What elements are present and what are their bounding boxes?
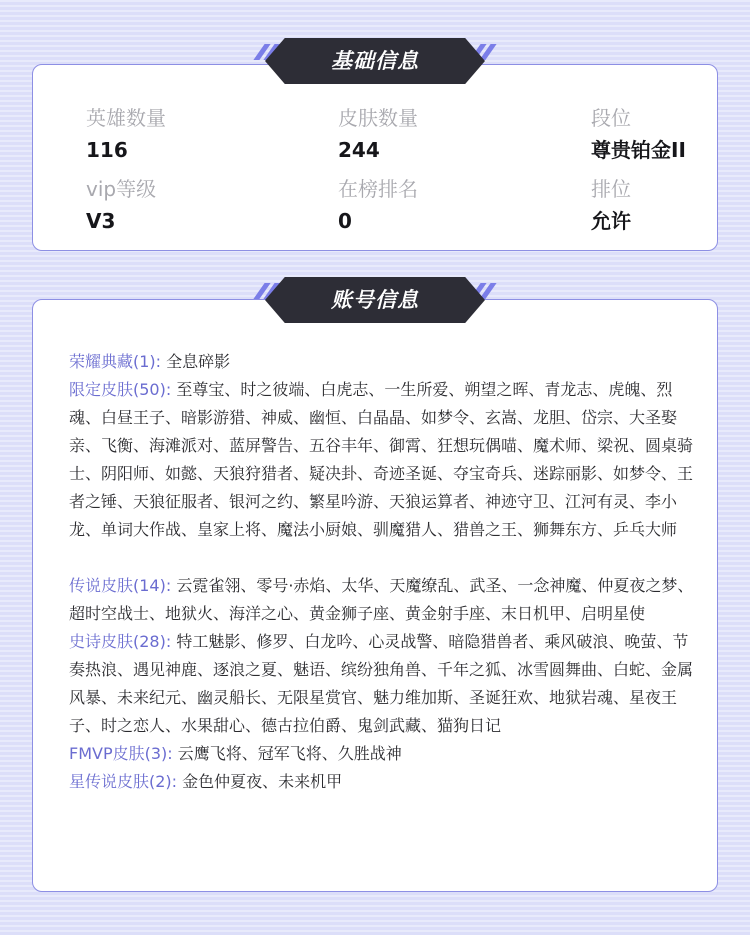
stat-value: 0 <box>338 209 352 233</box>
category-items: 至尊宝、时之彼端、白虎志、一生所爱、朔望之晖、青龙志、虎魄、烈魂、白昼王子、暗影游猎、神威、幽恒、白晶晶、如梦令、玄嵩、龙胆、岱宗、大圣娶亲、飞衡、海滩派对、蓝屏警告、五谷丰年、御霄、狂想玩偶喵、魔术师、梁祝、圆桌骑士、阴阳师、如懿、天狼狩猎者、疑决卦、奇迹圣诞、夺宝奇兵、迷踪丽影、如梦令、王者之锤、天狼征服者、银河之约、繁星吟游、天狼运算者、神迹守卫、江河有灵、李小龙、单词大作战、皇家上将、魔法小厨娘、驯魔猎人、猎兽之王、狮舞东方、乒乓大师 <box>69 380 694 539</box>
skin-category-legend <box>69 572 701 628</box>
stat-ranked-allowed <box>591 176 631 234</box>
stat-value: 116 <box>86 138 128 162</box>
category-label: 限定皮肤(50): <box>69 380 172 399</box>
category-label: 星传说皮肤(2): <box>69 772 178 791</box>
category-items: 云霓雀翎、零号·赤焰、太华、天魔缭乱、武圣、一念神魔、仲夏夜之梦、超时空战士、地狱火、海洋之心、黄金狮子座、黄金射手座、末日机甲、启明星使 <box>69 576 694 623</box>
stat-skin-count <box>338 105 418 163</box>
stat-label: 英雄数量 <box>86 106 166 130</box>
category-items: 特工魅影、修罗、白龙吟、心灵战警、暗隐猎兽者、乘风破浪、晚萤、节奏热浪、遇见神鹿、逐浪之夏、魅语、缤纷独角兽、千年之狐、冰雪圆舞曲、白蛇、金属风暴、未来纪元、幽灵船长、无限星赏官、魅力维加斯、圣诞狂欢、地狱岩魂、星夜王子、时之恋人、水果甜心、德古拉伯爵、鬼剑武藏、猫狗日记 <box>69 632 694 735</box>
stat-label: vip等级 <box>86 177 157 201</box>
skin-category-star-legend <box>69 768 701 796</box>
account-info-banner <box>247 277 503 323</box>
category-label: 史诗皮肤(28): <box>69 632 172 651</box>
section-title: 基础信息 <box>331 49 419 73</box>
stat-value: 244 <box>338 138 380 162</box>
account-info-card <box>32 299 718 892</box>
skin-list <box>69 348 701 796</box>
stat-label: 皮肤数量 <box>338 106 418 130</box>
stat-value: V3 <box>86 209 116 233</box>
stat-label: 排位 <box>591 177 631 201</box>
section-title: 账号信息 <box>331 288 419 312</box>
category-items: 全息碎影 <box>166 352 231 371</box>
basic-info-card <box>32 64 718 251</box>
category-label: 荣耀典藏(1): <box>69 352 162 371</box>
category-items: 金色仲夏夜、未来机甲 <box>182 772 343 791</box>
stat-label: 在榜排名 <box>338 177 418 201</box>
stat-rank-tier <box>591 105 686 163</box>
skin-category-epic <box>69 628 701 740</box>
category-items: 云鹰飞将、冠军飞将、久胜战神 <box>177 744 402 763</box>
skin-category-limited <box>69 376 701 544</box>
category-label: 传说皮肤(14): <box>69 576 172 595</box>
stat-label: 段位 <box>591 106 631 130</box>
stat-vip-level <box>86 176 156 234</box>
stat-value: 允许 <box>591 209 631 233</box>
skin-category-collection <box>69 348 701 376</box>
spacer <box>69 544 701 572</box>
category-label: FMVP皮肤(3): <box>69 744 173 763</box>
stat-value: 尊贵铂金II <box>591 138 686 162</box>
stat-leaderboard-rank <box>338 176 418 234</box>
skin-category-fmvp <box>69 740 701 768</box>
basic-info-banner <box>247 38 503 84</box>
stat-hero-count <box>86 105 166 163</box>
